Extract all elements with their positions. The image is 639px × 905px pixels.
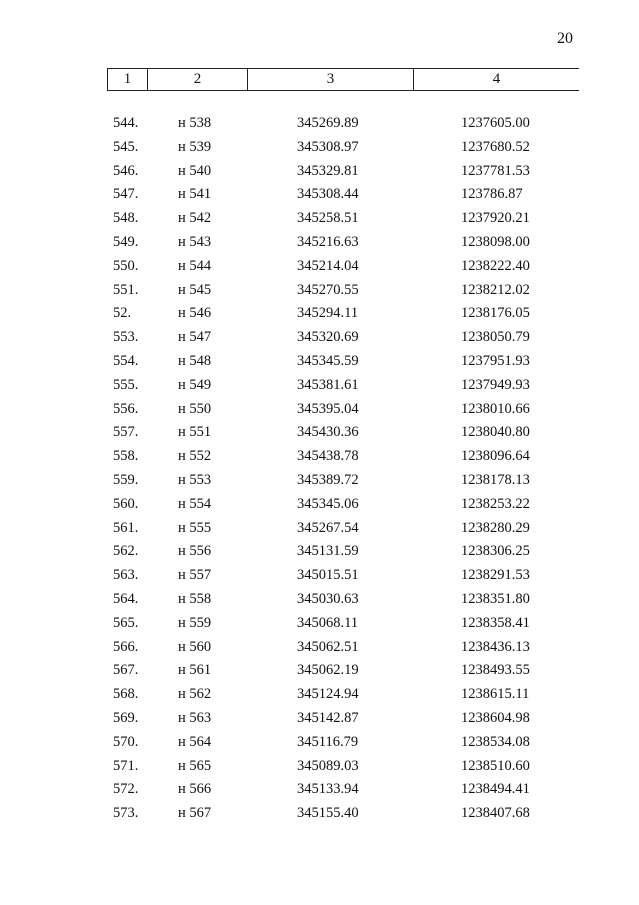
x-coordinate: 345062.51 bbox=[297, 638, 359, 655]
row-number: 571. bbox=[113, 757, 139, 774]
x-coordinate: 345131.59 bbox=[297, 543, 359, 560]
y-coordinate: 1238050.79 bbox=[461, 329, 530, 346]
point-name: н 565 bbox=[178, 757, 212, 774]
y-coordinate: 1238358.41 bbox=[461, 614, 530, 631]
table-row bbox=[0, 207, 639, 231]
table-row bbox=[0, 255, 639, 279]
table-row bbox=[0, 279, 639, 303]
table-row bbox=[0, 493, 639, 517]
point-name: н 557 bbox=[178, 567, 212, 584]
table-row bbox=[0, 517, 639, 541]
table-row bbox=[0, 183, 639, 207]
table-row bbox=[0, 445, 639, 469]
x-coordinate: 345267.54 bbox=[297, 519, 359, 536]
point-name: н 540 bbox=[178, 162, 212, 179]
y-coordinate: 1238604.98 bbox=[461, 709, 530, 726]
table-row bbox=[0, 588, 639, 612]
row-number: 558. bbox=[113, 448, 139, 465]
row-number: 563. bbox=[113, 567, 139, 584]
x-coordinate: 345124.94 bbox=[297, 686, 359, 703]
x-coordinate: 345089.03 bbox=[297, 757, 359, 774]
y-coordinate: 1238212.02 bbox=[461, 281, 530, 298]
point-name: н 566 bbox=[178, 781, 212, 798]
y-coordinate: 123786.87 bbox=[461, 186, 523, 203]
y-coordinate: 1238222.40 bbox=[461, 257, 530, 274]
row-number: 562. bbox=[113, 543, 139, 560]
row-number: 52. bbox=[113, 305, 132, 322]
row-number: 560. bbox=[113, 495, 139, 512]
point-name: н 538 bbox=[178, 115, 212, 131]
x-coordinate: 345345.59 bbox=[297, 352, 359, 369]
table-row bbox=[0, 398, 639, 422]
y-coordinate: 1238407.68 bbox=[461, 805, 530, 822]
y-coordinate: 1238615.11 bbox=[461, 686, 530, 703]
point-name: н 558 bbox=[178, 590, 212, 607]
row-number: 565. bbox=[113, 614, 139, 631]
row-number: 567. bbox=[113, 662, 139, 679]
row-number: 570. bbox=[113, 733, 139, 750]
point-name: н 541 bbox=[178, 186, 212, 203]
table-row bbox=[0, 659, 639, 683]
table-row bbox=[0, 540, 639, 564]
row-number: 554. bbox=[113, 352, 139, 369]
point-name: н 567 bbox=[178, 805, 212, 822]
y-coordinate: 1238436.13 bbox=[461, 638, 530, 655]
row-number: 557. bbox=[113, 424, 139, 441]
row-number: 561. bbox=[113, 519, 139, 536]
x-coordinate: 345438.78 bbox=[297, 448, 359, 465]
x-coordinate: 345345.06 bbox=[297, 495, 359, 512]
column-header-3: 3 bbox=[247, 69, 413, 90]
point-name: н 548 bbox=[178, 352, 212, 369]
x-coordinate: 345216.63 bbox=[297, 233, 359, 250]
y-coordinate: 1238291.53 bbox=[461, 567, 530, 584]
point-name: н 561 bbox=[178, 662, 212, 679]
row-number: 553. bbox=[113, 329, 139, 346]
point-name: н 550 bbox=[178, 400, 212, 417]
y-coordinate: 1238510.60 bbox=[461, 757, 530, 774]
y-coordinate: 1238178.13 bbox=[461, 471, 530, 488]
y-coordinate: 1238096.64 bbox=[461, 448, 530, 465]
y-coordinate: 1238494.41 bbox=[461, 781, 530, 798]
table-row bbox=[0, 612, 639, 636]
row-number: 569. bbox=[113, 709, 139, 726]
row-number: 549. bbox=[113, 233, 139, 250]
row-number: 544. bbox=[113, 115, 139, 131]
x-coordinate: 345269.89 bbox=[297, 115, 359, 131]
point-name: н 544 bbox=[178, 257, 212, 274]
row-number: 551. bbox=[113, 281, 139, 298]
point-name: н 562 bbox=[178, 686, 212, 703]
x-coordinate: 345381.61 bbox=[297, 376, 359, 393]
table-row bbox=[0, 564, 639, 588]
point-name: н 564 bbox=[178, 733, 212, 750]
row-number: 556. bbox=[113, 400, 139, 417]
point-name: н 554 bbox=[178, 495, 212, 512]
x-coordinate: 345270.55 bbox=[297, 281, 359, 298]
table-row bbox=[0, 136, 639, 160]
x-coordinate: 345068.11 bbox=[297, 614, 359, 631]
point-name: н 546 bbox=[178, 305, 212, 322]
x-coordinate: 345395.04 bbox=[297, 400, 359, 417]
y-coordinate: 1238306.25 bbox=[461, 543, 530, 560]
row-number: 564. bbox=[113, 590, 139, 607]
point-name: н 552 bbox=[178, 448, 212, 465]
y-coordinate: 1237920.21 bbox=[461, 210, 530, 227]
table-row bbox=[0, 112, 639, 136]
x-coordinate: 345430.36 bbox=[297, 424, 359, 441]
x-coordinate: 345030.63 bbox=[297, 590, 359, 607]
table-row bbox=[0, 350, 639, 374]
coordinate-table-body bbox=[0, 112, 639, 826]
y-coordinate: 1238253.22 bbox=[461, 495, 530, 512]
x-coordinate: 345116.79 bbox=[297, 733, 359, 750]
x-coordinate: 345308.44 bbox=[297, 186, 359, 203]
point-name: н 553 bbox=[178, 471, 212, 488]
y-coordinate: 1237605.00 bbox=[461, 115, 530, 131]
y-coordinate: 1237680.52 bbox=[461, 138, 530, 155]
table-row bbox=[0, 374, 639, 398]
table-row bbox=[0, 683, 639, 707]
point-name: н 551 bbox=[178, 424, 212, 441]
x-coordinate: 345294.11 bbox=[297, 305, 359, 322]
table-row bbox=[0, 707, 639, 731]
point-name: н 542 bbox=[178, 210, 212, 227]
table-row bbox=[0, 636, 639, 660]
table-row bbox=[0, 326, 639, 350]
y-coordinate: 1238098.00 bbox=[461, 233, 530, 250]
point-name: н 543 bbox=[178, 233, 212, 250]
row-number: 545. bbox=[113, 138, 139, 155]
x-coordinate: 345258.51 bbox=[297, 210, 359, 227]
y-coordinate: 1238493.55 bbox=[461, 662, 530, 679]
point-name: н 549 bbox=[178, 376, 212, 393]
y-coordinate: 1238280.29 bbox=[461, 519, 530, 536]
y-coordinate: 1238040.80 bbox=[461, 424, 530, 441]
x-coordinate: 345214.04 bbox=[297, 257, 359, 274]
table-row bbox=[0, 731, 639, 755]
row-number: 573. bbox=[113, 805, 139, 822]
table-row bbox=[0, 755, 639, 779]
table-row bbox=[0, 231, 639, 255]
row-number: 566. bbox=[113, 638, 139, 655]
column-header-2: 2 bbox=[147, 69, 247, 90]
point-name: н 555 bbox=[178, 519, 212, 536]
x-coordinate: 345389.72 bbox=[297, 471, 359, 488]
point-name: н 545 bbox=[178, 281, 212, 298]
point-name: н 563 bbox=[178, 709, 212, 726]
x-coordinate: 345155.40 bbox=[297, 805, 359, 822]
column-header-1: 1 bbox=[107, 69, 147, 90]
table-row bbox=[0, 421, 639, 445]
y-coordinate: 1238534.08 bbox=[461, 733, 530, 750]
row-number: 546. bbox=[113, 162, 139, 179]
y-coordinate: 1237951.93 bbox=[461, 352, 530, 369]
y-coordinate: 1238351.80 bbox=[461, 590, 530, 607]
row-number: 572. bbox=[113, 781, 139, 798]
table-row bbox=[0, 302, 639, 326]
y-coordinate: 1237949.93 bbox=[461, 376, 530, 393]
row-number: 559. bbox=[113, 471, 139, 488]
x-coordinate: 345329.81 bbox=[297, 162, 359, 179]
row-number: 547. bbox=[113, 186, 139, 203]
point-name: н 556 bbox=[178, 543, 212, 560]
point-name: н 559 bbox=[178, 614, 212, 631]
x-coordinate: 345015.51 bbox=[297, 567, 359, 584]
y-coordinate: 1238176.05 bbox=[461, 305, 530, 322]
page-number: 20 bbox=[557, 30, 573, 47]
table-row bbox=[0, 160, 639, 184]
y-coordinate: 1237781.53 bbox=[461, 162, 530, 179]
x-coordinate: 345142.87 bbox=[297, 709, 359, 726]
row-number: 555. bbox=[113, 376, 139, 393]
row-number: 568. bbox=[113, 686, 139, 703]
x-coordinate: 345133.94 bbox=[297, 781, 359, 798]
table-header bbox=[107, 68, 579, 91]
y-coordinate: 1238010.66 bbox=[461, 400, 530, 417]
x-coordinate: 345320.69 bbox=[297, 329, 359, 346]
x-coordinate: 345308.97 bbox=[297, 138, 359, 155]
row-number: 550. bbox=[113, 257, 139, 274]
table-row bbox=[0, 469, 639, 493]
row-number: 548. bbox=[113, 210, 139, 227]
point-name: н 539 bbox=[178, 138, 212, 155]
table-row bbox=[0, 778, 639, 802]
x-coordinate: 345062.19 bbox=[297, 662, 359, 679]
point-name: н 547 bbox=[178, 329, 212, 346]
table-row bbox=[0, 802, 639, 826]
point-name: н 560 bbox=[178, 638, 212, 655]
column-header-4: 4 bbox=[413, 69, 579, 90]
